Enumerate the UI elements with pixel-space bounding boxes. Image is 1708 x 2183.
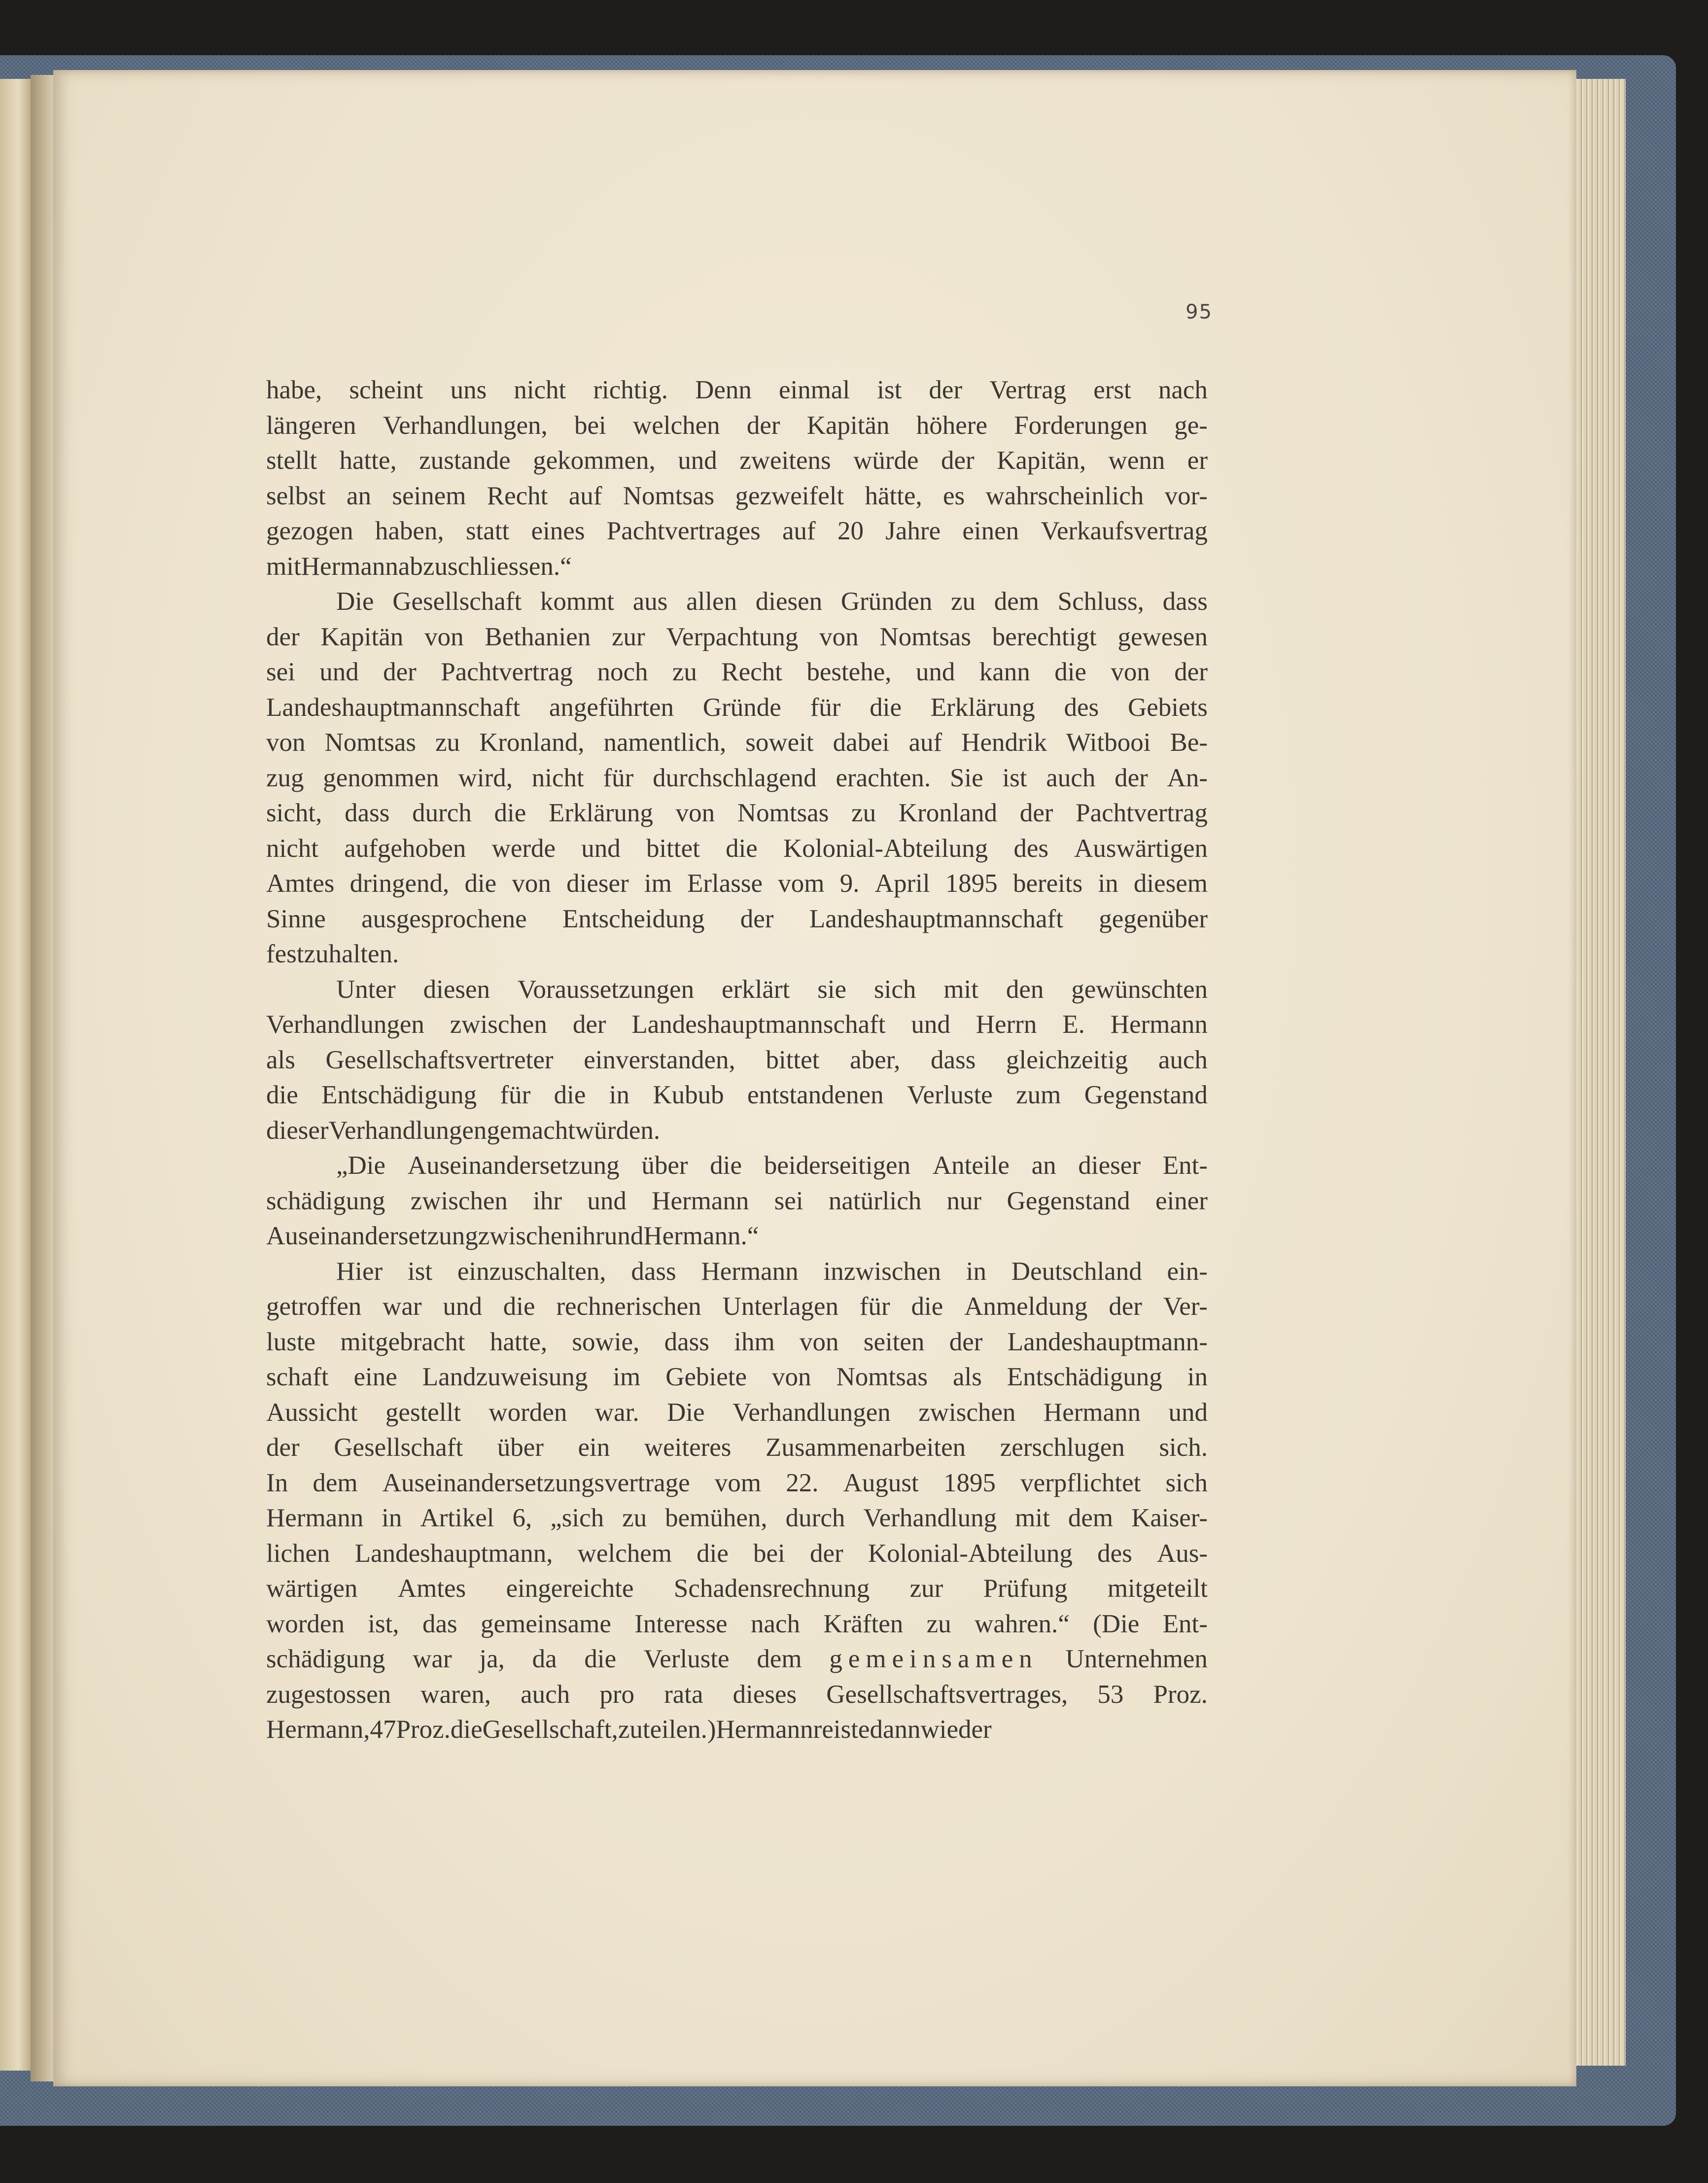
text-line: gezogen haben, statt eines Pachtvertrages auf 20 Jahre einen Verkaufsvertrag xyxy=(266,517,1208,545)
text-line: Hermann, 47 Proz. die Gesellschaft, zu teilen.) Hermann reiste dann wieder xyxy=(266,1715,992,1744)
text-line: schaft eine Landzuweisung im Gebiete von Nomtsas als Entschädigung in xyxy=(266,1363,1208,1391)
text-line: sicht, dass durch die Erklärung von Nomtsas zu Kronland der Pachtvertrag xyxy=(266,799,1208,827)
text-line: nicht aufgehoben werde und bittet die Kolonial-Abteilung des Auswärtigen xyxy=(266,834,1208,863)
text-line: Aussicht gestellt worden war. Die Verhandlungen zwischen Hermann und xyxy=(266,1398,1208,1427)
text-line: worden ist, das gemeinsame Interesse nach Kräften zu wahren.“ (Die Ent- xyxy=(266,1609,1208,1638)
text-line: zug genommen wird, nicht für durchschlagend erachten. Sie ist auch der An- xyxy=(266,763,1208,792)
text-line: luste mitgebracht hatte, sowie, dass ihm von seiten der Landeshauptmann- xyxy=(266,1327,1208,1356)
text-line: Unter diesen Voraussetzungen erklärt sie sich mit den gewünschten xyxy=(336,975,1208,1004)
text-line: Auseinandersetzung zwischen ihr und Hermann.“ xyxy=(266,1222,759,1250)
text-line: dieser Verhandlungen gemacht würden. xyxy=(266,1116,661,1145)
paragraph xyxy=(266,1148,1208,1254)
paragraph xyxy=(266,1254,1208,1748)
text-line: der Gesellschaft über ein weiteres Zusammenarbeiten zerschlugen sich. xyxy=(266,1433,1208,1462)
text-line: längeren Verhandlungen, bei welchen der Kapitän höhere Forderungen ge- xyxy=(266,411,1208,440)
text-line: der Kapitän von Bethanien zur Verpachtung von Nomtsas berechtigt gewesen xyxy=(266,622,1208,651)
text-line: lichen Landeshauptmann, welchem die bei der Kolonial-Abteilung des Aus- xyxy=(266,1539,1208,1568)
text-line: selbst an seinem Recht auf Nomtsas gezweifelt hätte, es wahrscheinlich vor- xyxy=(266,481,1208,510)
text-line: festzuhalten. xyxy=(266,940,399,968)
text-line: wärtigen Amtes eingereichte Schadensrechnung zur Prüfung mitgeteilt xyxy=(266,1574,1208,1603)
body-text xyxy=(266,373,1208,1748)
text-line: habe, scheint uns nicht richtig. Denn einmal ist der Vertrag erst nach xyxy=(266,376,1208,404)
text-line: sei und der Pachtvertrag noch zu Recht bestehe, und kann die von der xyxy=(266,658,1208,686)
paragraph xyxy=(266,373,1208,584)
text-line: zugestossen waren, auch pro rata dieses Gesellschaftsvertrages, 53 Proz. xyxy=(266,1680,1208,1709)
facing-page-edge xyxy=(0,79,31,2071)
text-line: Hier ist einzuschalten, dass Hermann inzwischen in Deutschland ein- xyxy=(336,1257,1208,1286)
text-line: Verhandlungen zwischen der Landeshauptmannschaft und Herrn E. Hermann xyxy=(266,1010,1208,1039)
page-number: 95 xyxy=(1185,301,1213,323)
text-line: „Die Auseinandersetzung über die beiderseitigen Anteile an dieser Ent- xyxy=(336,1151,1208,1180)
text-line: getroffen war und die rechnerischen Unterlagen für die Anmeldung der Ver- xyxy=(266,1292,1208,1321)
text-line: Landeshauptmannschaft angeführten Gründe für die Erklärung des Gebiets xyxy=(266,693,1208,722)
text-line: als Gesellschaftsvertreter einverstanden, bittet aber, dass gleichzeitig auch xyxy=(266,1045,1208,1074)
text-line: schädigung zwischen ihr und Hermann sei natürlich nur Gegenstand einer xyxy=(266,1186,1208,1215)
text-line: von Nomtsas zu Kronland, namentlich, soweit dabei auf Hendrik Witbooi Be- xyxy=(266,728,1208,757)
text-line: mit Hermann abzuschliessen.“ xyxy=(266,552,572,581)
paragraph xyxy=(266,584,1208,972)
text-line: Hermann in Artikel 6, „sich zu bemühen, durch Verhandlung mit dem Kaiser- xyxy=(266,1504,1208,1532)
text-line: In dem Auseinandersetzungsvertrage vom 22. August 1895 verpflichtet sich xyxy=(266,1468,1208,1497)
text-line: schädigung war ja, da die Verluste dem gemeinsamen Unternehmen xyxy=(266,1645,1208,1673)
text-line: Amtes dringend, die von dieser im Erlasse vom 9. April 1895 bereits in diesem xyxy=(266,869,1208,898)
text-line: stellt hatte, zustande gekommen, und zweitens würde der Kapitän, wenn er xyxy=(266,446,1208,475)
text-line: die Entschädigung für die in Kubub entstandenen Verluste zum Gegenstand xyxy=(266,1081,1208,1109)
book-gutter xyxy=(31,75,53,2081)
paragraph xyxy=(266,972,1208,1149)
text-line: Die Gesellschaft kommt aus allen diesen Gründen zu dem Schluss, dass xyxy=(336,587,1208,616)
text-line: Sinne ausgesprochene Entscheidung der Landeshauptmannschaft gegenüber xyxy=(266,904,1208,933)
